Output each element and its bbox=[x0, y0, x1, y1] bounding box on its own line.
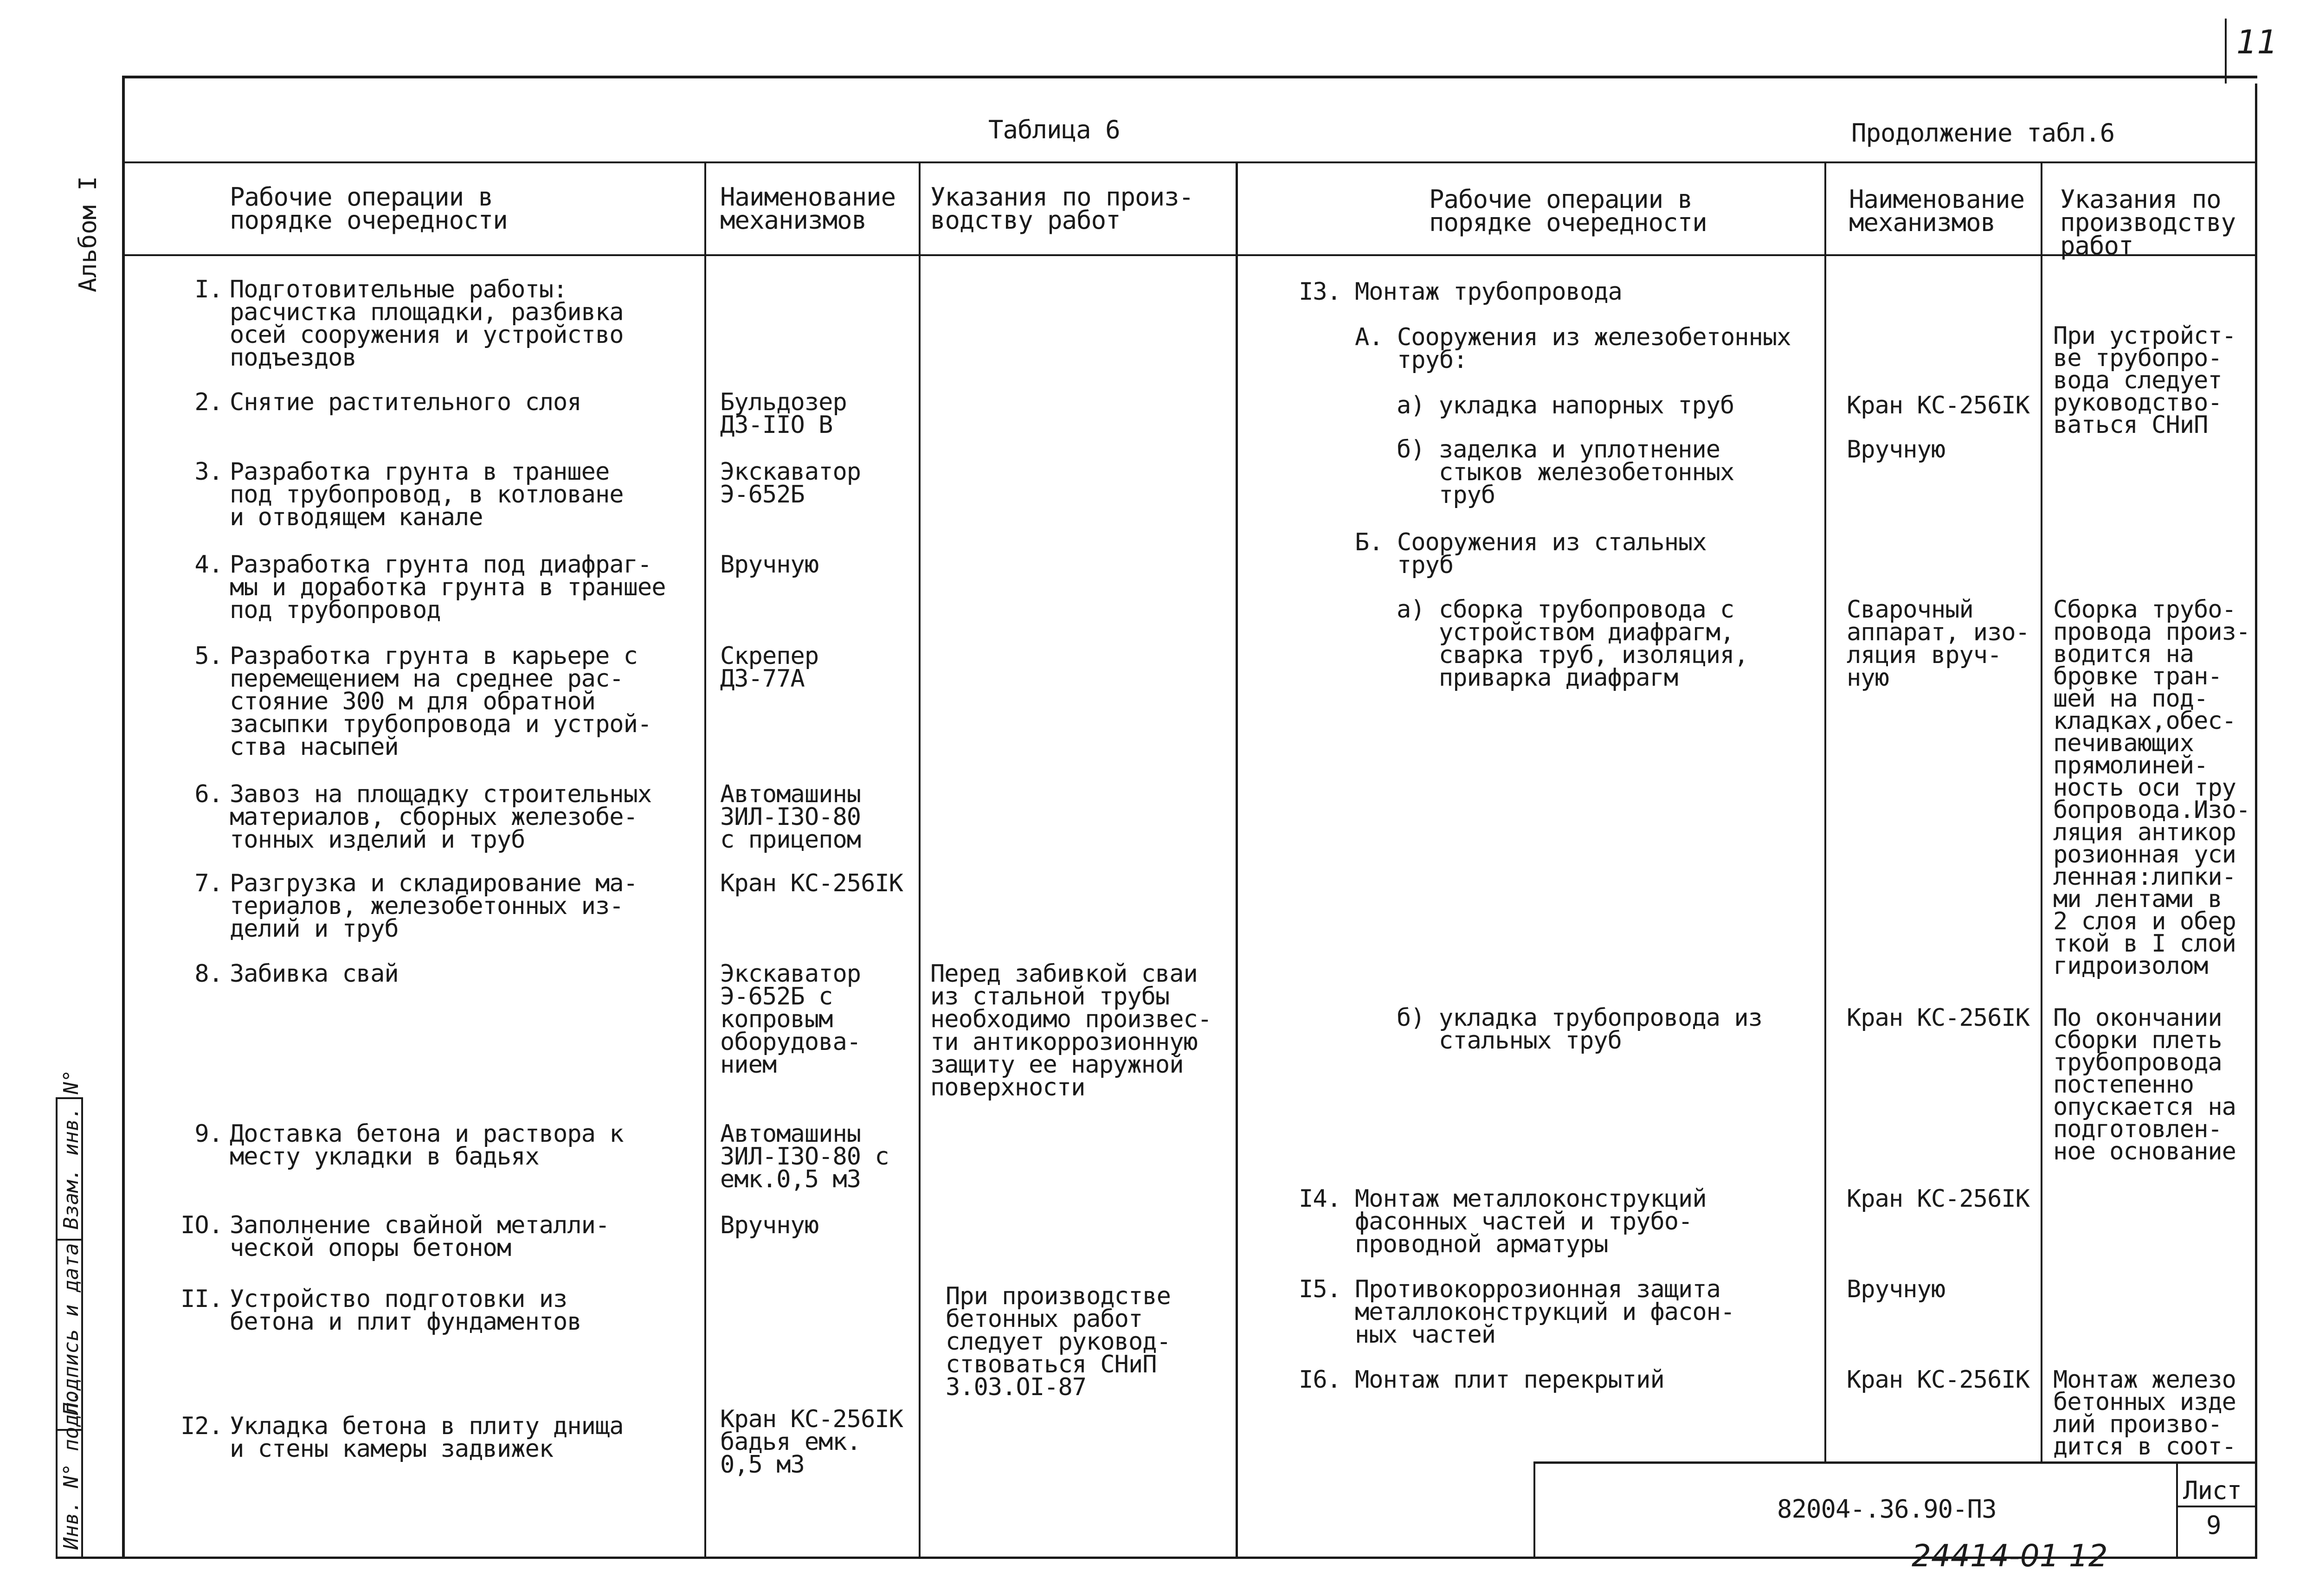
left-row-mech: Экскаватор Э-652Б с копровым оборудова- нием bbox=[720, 960, 861, 1079]
left-row-op: Подготовительные работы: расчистка площадки, разбивка осей сооружения и устройство подъездов bbox=[230, 276, 624, 372]
stamp-code: 82004-.36.90-ПЗ bbox=[1777, 1494, 1997, 1524]
side-vzam-inv: Взам. инв. N° bbox=[59, 1069, 83, 1229]
table-title-left: Таблица 6 bbox=[988, 115, 1120, 144]
side-stamp-div-1 bbox=[56, 1239, 83, 1241]
frame-left bbox=[122, 76, 125, 1558]
col-divider-4 bbox=[1824, 162, 1826, 1461]
right-row-num: I4. bbox=[1299, 1185, 1341, 1213]
header-top-line bbox=[123, 161, 2257, 163]
stamp-sheet-divider bbox=[2176, 1461, 2178, 1557]
right-row-mech: Сварочный аппарат, изо- ляция вруч- ную bbox=[1847, 596, 2029, 692]
right-row-op: а) укладка напорных труб bbox=[1397, 392, 1734, 419]
stamp-left bbox=[1533, 1461, 1535, 1557]
right-row-mech: Вручную bbox=[1847, 436, 1945, 463]
header-left-operations: Рабочие операции в порядке очередности bbox=[230, 182, 508, 235]
left-row-mech: Кран КС-256IK bbox=[720, 869, 903, 897]
left-row-num: IO. bbox=[180, 1211, 223, 1239]
left-note-piles: Перед забивкой сваи из стальной трубы необходимо произвес- ти антикоррозионную защиту ее наружной поверхности bbox=[930, 960, 1212, 1101]
left-row-num: 2. bbox=[194, 388, 223, 416]
left-row-op: Снятие растительного слоя bbox=[230, 388, 581, 416]
side-stamp-left bbox=[56, 1097, 58, 1557]
side-podpis-data: Подпись и дата bbox=[59, 1243, 83, 1415]
left-row-op: Разработка грунта в карьере с перемещением на среднее рас- стояние 300 м для обратной засыпки трубопровода и устрой- ства насыпей bbox=[230, 642, 652, 761]
left-row-num: 3. bbox=[194, 458, 223, 486]
right-row-mech: Кран КС-256IK bbox=[1847, 1004, 2029, 1032]
corner-divider bbox=[2225, 19, 2227, 84]
left-row-num: 4. bbox=[194, 551, 223, 579]
right-row-op: Б. Сооружения из стальных труб bbox=[1355, 528, 1707, 579]
corner-mark: 11 bbox=[2236, 23, 2278, 61]
right-row-op: б) заделка и уплотнение стыков железобетонных труб bbox=[1397, 436, 1734, 509]
right-note-assembly: Сборка трубо- провода произ- водится на бровке тран- шей на под- кладках,обес- печивающих прямолиней- ность оси тру бопровода.Изо- ляция антикор розионная уси ленная:липки- ми лентами в 2 слоя и обер ткой в I слой гидроизолом bbox=[2053, 596, 2250, 980]
header-left-mechanisms: Наименование механизмов bbox=[720, 182, 896, 235]
header-left-instructions: Указания по произ- водству работ bbox=[930, 182, 1194, 235]
left-row-num: 7. bbox=[194, 869, 223, 897]
right-row-op: Противокоррозионная защита металлоконструкций и фасон- ных частей bbox=[1355, 1275, 1735, 1349]
right-row-op: Монтаж плит перекрытий bbox=[1355, 1366, 1664, 1394]
right-row-num: I3. bbox=[1299, 278, 1341, 306]
left-row-op: Устройство подготовки из бетона и плит фундаментов bbox=[230, 1285, 581, 1336]
header-right-instructions: Указания по производству работ bbox=[2060, 185, 2236, 260]
frame-top bbox=[123, 76, 2257, 78]
left-row-op: Завоз на площадку строительных материалов, сборных железобе- тонных изделий и труб bbox=[230, 780, 652, 854]
right-row-mech: Вручную bbox=[1847, 1275, 1945, 1303]
left-row-op: Заполнение свайной металли- ческой опоры бетоном bbox=[230, 1211, 610, 1262]
left-row-mech: Скрепер ДЗ-77А bbox=[720, 642, 819, 693]
stamp-sheet-label: Лист bbox=[2183, 1476, 2242, 1505]
left-row-num: II. bbox=[180, 1285, 223, 1313]
right-row-num: I6. bbox=[1299, 1366, 1341, 1394]
right-row-op: А. Сооружения из железобетонных труб: bbox=[1355, 323, 1791, 374]
stamp-sheet-mid bbox=[2176, 1506, 2257, 1507]
right-row-mech: Кран КС-256IK bbox=[1847, 1366, 2029, 1394]
left-row-num: I. bbox=[194, 276, 223, 303]
left-note-concrete: При производстве бетонных работ следует руковод- ствоваться СНиП 3.03.OI-87 bbox=[946, 1282, 1171, 1401]
right-row-op: а) сборка трубопровода с устройством диафрагм, сварка труб, изоляция, приварка диафрагм bbox=[1397, 596, 1748, 692]
left-row-mech: Вручную bbox=[720, 551, 819, 579]
left-row-num: I2. bbox=[180, 1412, 223, 1440]
album-label: Альбом I bbox=[74, 176, 102, 292]
left-row-mech: Кран КС-256IK бадья емк. 0,5 м3 bbox=[720, 1405, 903, 1479]
right-row-op: Монтаж трубопровода bbox=[1355, 278, 1622, 306]
frame-right bbox=[2255, 84, 2257, 1559]
left-row-num: 9. bbox=[194, 1120, 223, 1148]
bottom-handwritten-code: 24414-01 12 bbox=[1912, 1538, 2108, 1574]
header-right-operations: Рабочие операции в порядке очередности bbox=[1429, 185, 1707, 237]
header-right-mechanisms: Наименование механизмов bbox=[1849, 185, 2025, 237]
right-note-pipes: При устройст- ве трубопро- вода следует руководство- ваться СНиП bbox=[2053, 322, 2236, 439]
col-divider-1 bbox=[704, 162, 706, 1557]
left-row-num: 8. bbox=[194, 960, 223, 988]
right-row-num: I5. bbox=[1299, 1275, 1341, 1303]
left-row-num: 6. bbox=[194, 780, 223, 808]
left-row-num: 5. bbox=[194, 642, 223, 670]
right-row-mech: Кран КС-256IK bbox=[1847, 392, 2029, 419]
header-bottom-line bbox=[123, 254, 2257, 256]
right-note-mounting: Монтаж железо бетонных изде лий произво- дится в соот- bbox=[2053, 1366, 2236, 1461]
table-title-right: Продолжение табл.6 bbox=[1851, 118, 2115, 148]
left-row-mech: Экскаватор Э-652Б bbox=[720, 458, 861, 508]
left-row-op: Укладка бетона в плиту днища и стены камеры задвижек bbox=[230, 1412, 624, 1463]
left-row-op: Разгрузка и складирование ма- териалов, железобетонных из- делий и труб bbox=[230, 869, 638, 943]
right-row-op: б) укладка трубопровода из стальных труб bbox=[1397, 1004, 1762, 1055]
left-row-op: Разработка грунта в траншее под трубопровод, в котловане и отводящем канале bbox=[230, 458, 624, 531]
left-row-mech: Вручную bbox=[720, 1211, 819, 1239]
left-row-op: Доставка бетона и раствора к месту укладки в бадьях bbox=[230, 1120, 624, 1171]
left-row-op: Забивка свай bbox=[230, 960, 399, 988]
right-row-op: Монтаж металлоконструкций фасонных частей и трубо- проводной арматуры bbox=[1355, 1185, 1707, 1258]
side-inv-podl: Инв. N° подл. bbox=[59, 1390, 83, 1550]
col-divider-3 bbox=[1236, 162, 1238, 1557]
left-row-mech: Автомашины ЗИЛ-I3O-80 с прицепом bbox=[720, 780, 861, 854]
right-note-lowering: По окончании сборки плеть трубопровода постепенно опускается на подготовлен- ное основание bbox=[2053, 1004, 2236, 1165]
col-divider-2 bbox=[919, 162, 921, 1557]
col-divider-5 bbox=[2041, 162, 2042, 1461]
left-row-mech: Автомашины ЗИЛ-I3O-80 с емк.0,5 м3 bbox=[720, 1120, 889, 1193]
stamp-top bbox=[1533, 1461, 2257, 1464]
right-row-mech: Кран КС-256IK bbox=[1847, 1185, 2029, 1213]
left-row-mech: Бульдозер ДЗ-IIO В bbox=[720, 388, 847, 439]
left-row-op: Разработка грунта под диафраг- мы и доработка грунта в траншее под трубопровод bbox=[230, 551, 666, 624]
stamp-sheet-number: 9 bbox=[2206, 1511, 2221, 1540]
